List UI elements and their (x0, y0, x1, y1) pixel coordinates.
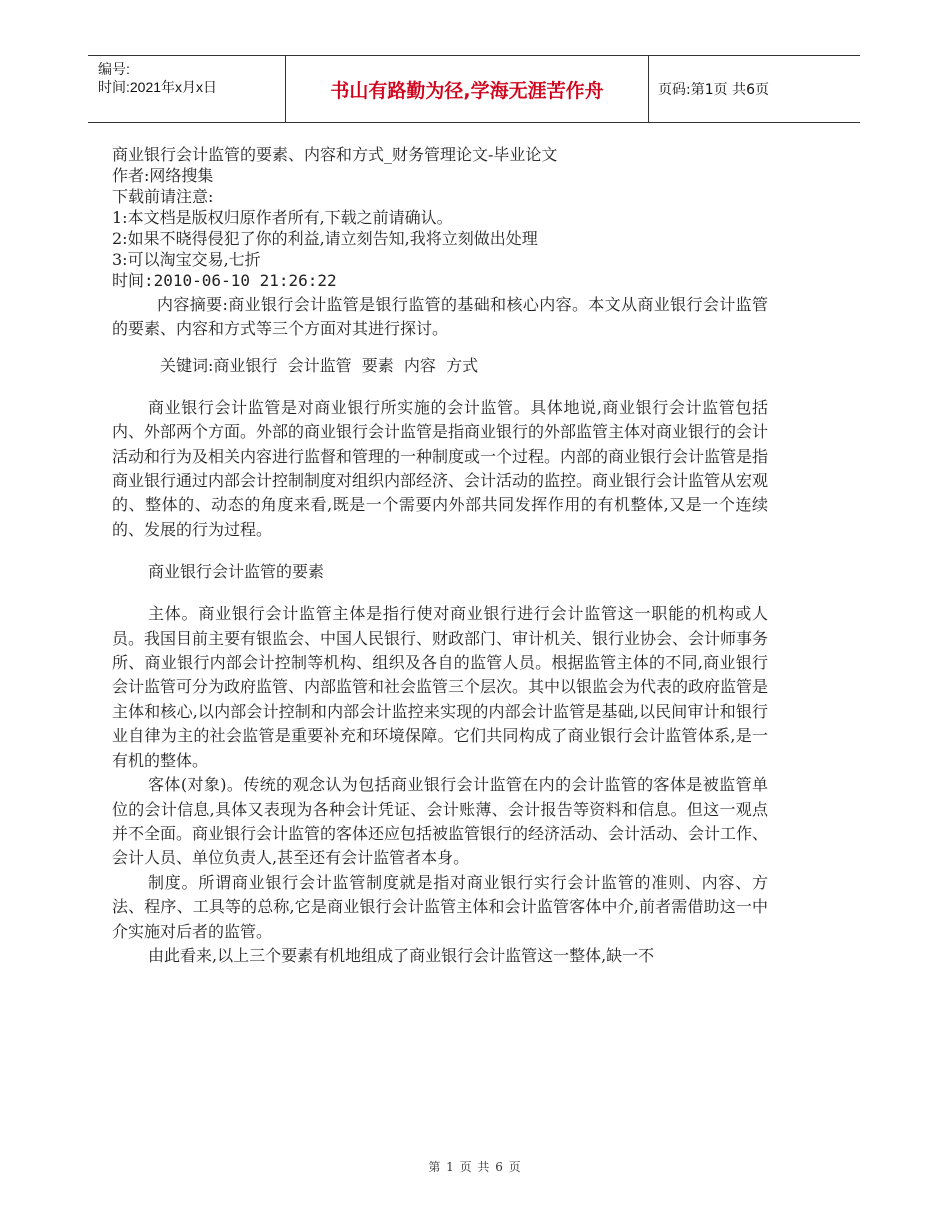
abstract-paragraph: 内容摘要:商业银行会计监管是银行监管的基础和核心内容。本文从商业银行会计监管的要素、内容和方式等三个方面对其进行探讨。 (112, 295, 768, 339)
notice-item-2: 2:如果不晓得侵犯了你的利益,请立刻告知,我将立刻做出处理 (112, 229, 538, 248)
header-motto: 书山有路勤为径,学海无涯苦作舟 (286, 56, 649, 122)
header-page-info: 页码:第1页 共6页 (658, 82, 769, 98)
section-heading-elements: 商业银行会计监管的要素 (148, 562, 325, 582)
notice-item-3: 3:可以淘宝交易,七折 (112, 250, 261, 269)
intro-paragraph: 商业银行会计监管是对商业银行所实施的会计监管。具体地说,商业银行会计监管包括内、外部两个方面。外部的商业银行会计监管是指商业银行的外部监管主体对商业银行的会计活动和行为及相关内容进行监督和管理的一种制度或一个过程。内部的商业银行会计监管是指商业银行通过内部会计控制制度对组织内部经济、会计活动的监控。商业银行会计监管从宏观的、整体的、动态的角度来看,既是一个需要内外部共同发挥作用的有机整体,又是一个连续的、发展的行为过程。 (112, 397, 769, 539)
doc-title: 商业银行会计监管的要素、内容和方式_财务管理论文-毕业论文 (112, 145, 558, 164)
object-paragraph: 客体(对象)。传统的观念认为包括商业银行会计监管在内的会计监管的客体是被监管单位的会计信息,具体又表现为各种会计凭证、会计账薄、会计报告等资料和信息。但这一观点并不全面。商业银行会计监管的客体还应包括被监管银行的经济活动、会计活动、会计工作、会计人员、单位负责人,甚至还有会计监管者本身。 (112, 775, 769, 868)
number-label: 编号: (98, 61, 130, 77)
system-paragraph: 制度。所谓商业银行会计监管制度就是指对商业银行实行会计监管的准则、内容、方法、程序、工具等的总称,它是商业银行会计监管主体和会计监管客体中介,前者需借助这一中介实施对后者的监管。 (112, 872, 768, 941)
document-body (112, 144, 768, 968)
conclusion-paragraph: 由此看来,以上三个要素有机地组成了商业银行会计监管这一整体,缺一不 (148, 945, 655, 965)
doc-author: 作者:网络搜集 (112, 166, 214, 185)
keywords-line: 关键词:商业银行 会计监管 要素 内容 方式 (160, 355, 479, 375)
notice-item-1: 1:本文档是版权归原作者所有,下载之前请确认。 (112, 208, 453, 227)
page-footer: 第 1 页 共 6 页 (428, 1160, 522, 1174)
subject-paragraph: 主体。商业银行会计监管主体是指行使对商业银行进行会计监管这一职能的机构或人员。我国目前主要有银监会、中国人民银行、财政部门、审计机关、银行业协会、会计师事务所、商业银行内部会计控制等机构、组织及各自的监管人员。根据监管主体的不同,商业银行会计监管可分为政府监管、内部监管和社会监管三个层次。其中以银监会为代表的政府监管是主体和核心,以内部会计控制和内部会计监控来实现的内部会计监管是基础,以民间审计和银行业自律为主的社会监管是重要补充和环境保障。它们共同构成了商业银行会计监管体系,是一有机的整体。 (112, 604, 769, 770)
document-header (88, 55, 860, 123)
header-meta (88, 56, 286, 122)
time-label: 时间:2021年x月x日 (98, 79, 218, 95)
notice-heading: 下载前请注意: (112, 187, 214, 206)
doc-timestamp: 时间:2010-06-10 21:26:22 (112, 271, 337, 290)
